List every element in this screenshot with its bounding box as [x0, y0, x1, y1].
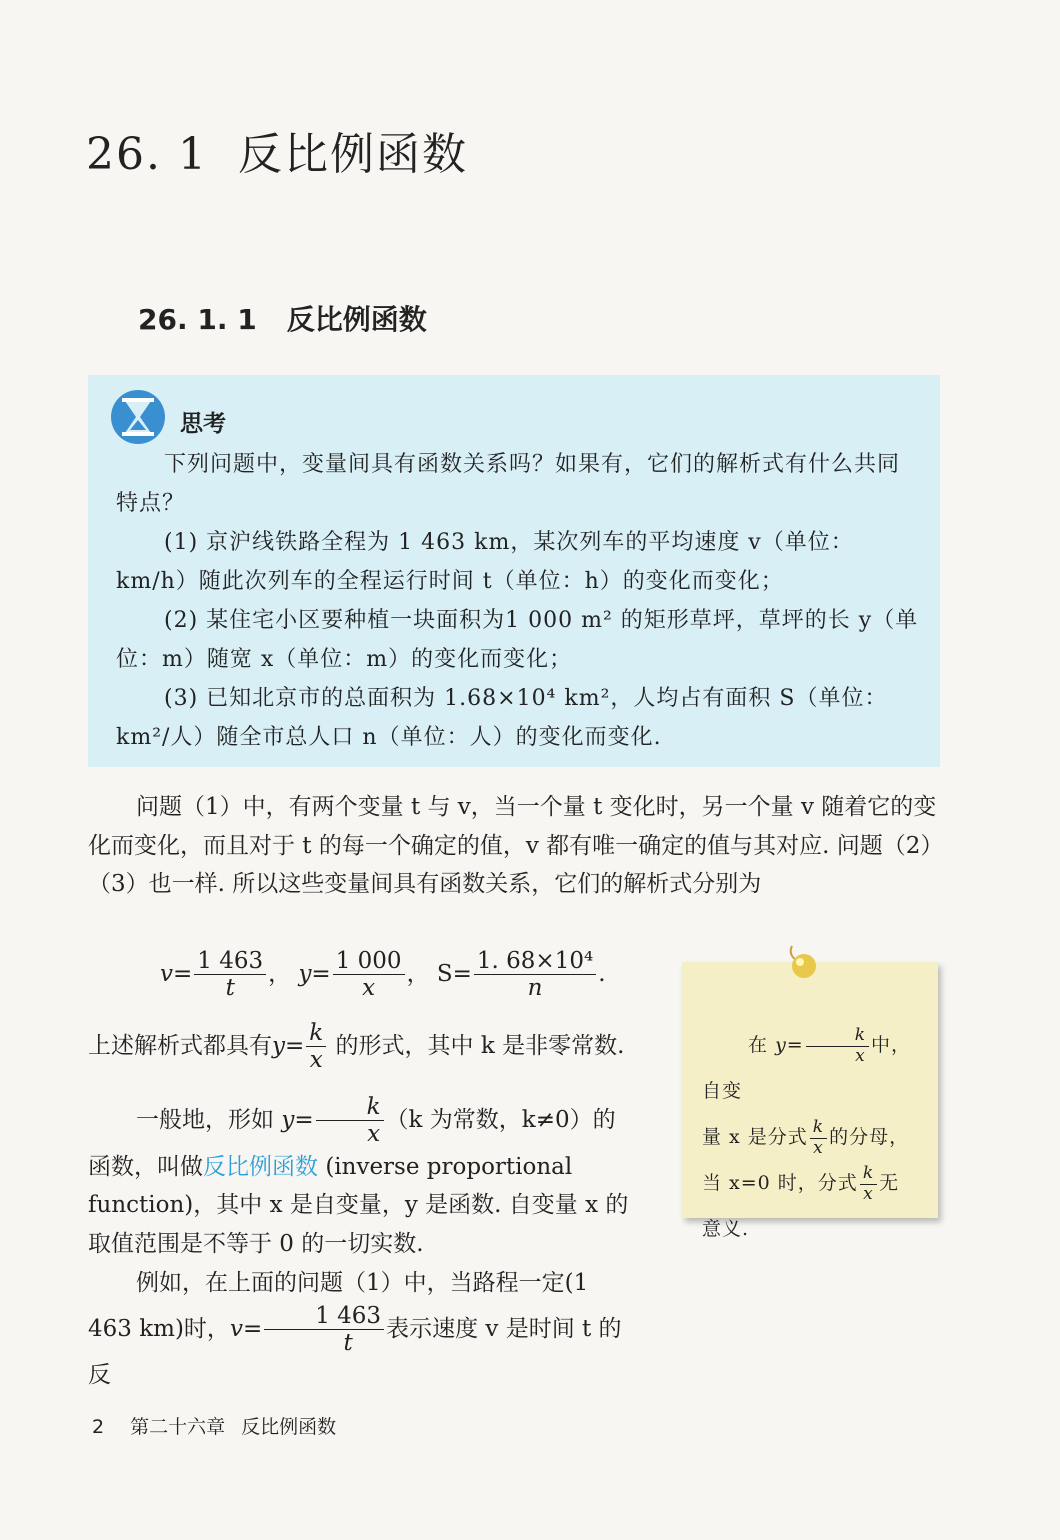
fraction-v-denominator: t [225, 975, 235, 1002]
fraction-y-denominator: x [362, 975, 376, 1002]
fraction-y [333, 948, 405, 1002]
term-inverse-proportional: 反比例函数 [203, 1153, 318, 1180]
subsection-name: 反比例函数 [286, 303, 427, 336]
fraction-s-denominator: n [527, 975, 543, 1002]
fraction-s-numerator: 1. 68×10⁴ [474, 948, 596, 975]
paragraph-1 [88, 788, 940, 904]
note-line-3b: 无 [879, 1172, 900, 1194]
subsection-number: 26. 1. 1 [138, 303, 257, 336]
note-line-2b: 的分母， [829, 1126, 910, 1148]
note-line-1a: 在 [748, 1034, 769, 1056]
sticky-note [682, 962, 938, 1240]
hourglass-icon [110, 389, 166, 445]
fraction-k-x: $\frac{k}{x}$ [306, 1020, 326, 1074]
note-line-2a: 量 x 是分式 [702, 1126, 808, 1148]
paragraph-3-a: 一般地，形如 [136, 1106, 274, 1133]
paragraph-1-text: 问题（1）中，有两个变量 t 与 v，当一个量 t 变化时，另一个量 v 随着它的变化而变化，而且对于 t 的每一个确定的值，v 都有唯一确定的值与其对应. 问题（2）（3）也一样. 所以这些变量间具有函数关系，它们的解析式分别为 [88, 794, 937, 897]
section-name: 反比例函数 [237, 129, 468, 180]
equations: v= $\frac{1 463}{t}$ ， y= $\frac{1 000}{x}$ ， S= $\frac{\text{1. 68×10⁴}}{n}$ . [160, 948, 606, 1002]
question-1: (1) 京沪线铁路全程为 1 463 km，某次列车的平均速度 v（单位：km/h）随此次列车的全程运行时间 t（单位：h）的变化而变化； [116, 530, 854, 594]
eq-y-label: y= [298, 960, 331, 987]
page-footer [92, 1412, 336, 1439]
paragraph-4-a: 例如，在上面的问题（1）中，当路程一定(1 463 km)时， [88, 1270, 589, 1342]
eq-s-label: S= [436, 960, 472, 987]
think-label: 思考 [180, 411, 226, 437]
fraction-v [194, 948, 266, 1002]
pushpin-icon [786, 944, 820, 984]
paragraph-2: 上述解析式都具有y= $\frac{k}{x}$ 的形式，其中 k 是非零常数. [88, 1020, 625, 1074]
fraction-y-numerator: 1 000 [333, 948, 405, 975]
chapter-title: 反比例函数 [241, 1416, 337, 1438]
eq-v-label: v= [160, 960, 193, 987]
question-3: (3) 已知北京市的总面积为 1.68×10⁴ km²，人均占有面积 S（单位：km²/人）随全市总人口 n（单位：人）的变化而变化. [116, 686, 888, 750]
paragraph-4: 例如，在上面的问题（1）中，当路程一定(1 463 km)时，v= $\frac{1 463}{t}$ 表示速度 v 是时间 t 的反 [88, 1270, 622, 1389]
section-number: 26. 1 [86, 129, 208, 180]
fraction-s [474, 948, 596, 1002]
paragraph-4-b: 表示速度 v 是时间 t 的反 [88, 1315, 622, 1389]
paragraph-3-b: （k 为常数，k≠0）的函数，叫做 [88, 1106, 616, 1180]
fraction-v-numerator: 1 463 [194, 948, 266, 975]
think-intro: 下列问题中，变量间具有函数关系吗？如果有，它们的解析式有什么共同特点？ [116, 452, 901, 516]
page-number: 2 [92, 1416, 105, 1438]
subsection-title [138, 298, 427, 338]
note-text: 在 y= $\frac{k}{x}$ 中，自变 量 x 是分式 $\frac{k}{x}$ 的分母， 当 x=0 时，分式 $\frac{k}{x}$ 无 意义. [702, 1022, 922, 1252]
chapter-label: 第二十六章 [130, 1416, 226, 1438]
note-line-1b: 中，自变 [702, 1034, 912, 1102]
question-2: (2) 某住宅小区要种植一块面积为1 000 m² 的矩形草坪，草坪的长 y（单位：m）随宽 x（单位：m）的变化而变化； [116, 608, 919, 672]
think-box [88, 375, 940, 767]
paragraph-2-a: 上述解析式都具有 [88, 1032, 272, 1059]
note-line-3a: 当 x=0 时，分式 [702, 1172, 858, 1194]
fraction-v-example: $\frac{1 463}{t}$ [264, 1303, 384, 1357]
think-questions [116, 445, 922, 757]
fraction-k-x-def: $\frac{k}{x}$ [316, 1094, 384, 1148]
paragraph-3-c: (inverse proportional function)，其中 x 是自变量，y 是函数. 自变量 x 的取值范围是不等于 0 的一切实数. [88, 1153, 629, 1257]
paragraph-2-b: 的形式，其中 k 是非零常数. [335, 1032, 625, 1059]
paragraph-3: 一般地，形如 y= $\frac{k}{x}$ （k 为常数，k≠0）的函数，叫做反比例函数 (inverse proportional function)，其中 x 是自变量，y 是函数. 自变量 x 的取值范围是不等于 0 的一切实数. [88, 1094, 629, 1257]
section-title [86, 118, 468, 182]
note-line-4: 意义. [702, 1218, 750, 1240]
